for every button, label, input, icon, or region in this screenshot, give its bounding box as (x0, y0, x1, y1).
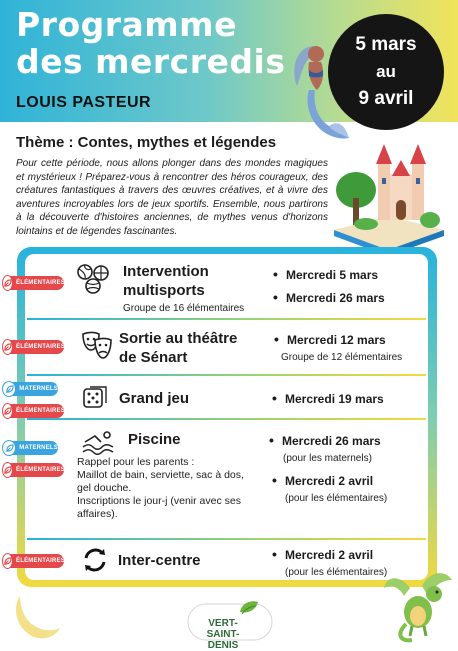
date-item: • Mercredi 5 mars (286, 268, 378, 283)
logo-line: VERT- (208, 618, 238, 629)
activity-title-line: Sortie au théâtre (119, 330, 238, 347)
date-item: • Mercredi 26 mars (286, 291, 385, 306)
activities-frame (17, 247, 437, 587)
tag-elementaires (4, 554, 64, 568)
tag-label: ÉLÉMENTAIRES (16, 558, 65, 564)
tag-label: ÉLÉMENTAIRES (16, 408, 65, 414)
title-line-2: des mercredis (16, 42, 286, 81)
activity-multisports (25, 254, 428, 320)
date-item: • Mercredi 2 avril (285, 474, 373, 489)
tag-maternels (4, 382, 58, 396)
activity-title (119, 329, 237, 367)
tag-elementaires (4, 463, 64, 477)
logo-text (192, 618, 254, 651)
swimmer-icon (81, 430, 115, 454)
tag-maternels (4, 441, 58, 455)
tag-elementaires (4, 404, 64, 418)
sync-arrows-icon (82, 547, 108, 573)
group-note: Groupe de 12 élémentaires (281, 352, 403, 363)
activity-grand-jeu (25, 376, 428, 418)
tag-label: ÉLÉMENTAIRES (16, 344, 65, 350)
title-line-1: Programme (16, 5, 237, 44)
sports-balls-icon (76, 263, 110, 295)
parents-reminder (77, 456, 244, 521)
date-range-badge (328, 14, 444, 130)
school-name: LOUIS PASTEUR (16, 94, 152, 111)
storybook-castle-icon (326, 138, 450, 258)
theme-intro: Pour cette période, nous allons plonger dans des mondes magiques et mystérieux ! Préparez-vous à rencontrer des héros courageux, des créatures fantastiques à travers des œuvres créatives, et à vivre des aventures incroyables lors de jeux sportifs. Ensemble, nous partirons à la découverte d'histoires anciennes, de mythes venus d'horizons lointains et de légendes fascinantes. (16, 158, 328, 237)
date-note: (pour les élémentaires) (285, 493, 388, 504)
tag-label: MATERNELS (19, 386, 58, 392)
activity-title-line: de Sénart (119, 349, 188, 366)
logo-line: SAINT-DENIS (206, 629, 240, 651)
tag-elementaires (4, 340, 64, 354)
leaf-icon (2, 553, 13, 569)
activity-title-line: Intervention (123, 263, 209, 280)
date-item: • Mercredi 2 avril (285, 548, 373, 563)
reminder-line: affaires). (77, 508, 118, 520)
activity-inter-centre (25, 540, 428, 580)
tag-label: MATERNELS (19, 445, 58, 451)
reminder-line: gel douche. (77, 482, 132, 494)
activity-title-line: multisports (123, 282, 205, 299)
theme-title: Thème : Contes, mythes et légendes (16, 134, 277, 151)
activity-title: Inter-centre (118, 552, 201, 569)
date-connector: au (376, 62, 396, 81)
moon-icon (10, 590, 62, 642)
tag-label: ÉLÉMENTAIRES (16, 467, 65, 473)
date-note: (pour les maternels) (283, 453, 372, 464)
activity-title: Piscine (128, 431, 181, 448)
leaf-icon (2, 381, 16, 397)
date-from: 5 mars (355, 34, 417, 55)
date-item: • Mercredi 19 mars (285, 392, 384, 407)
page-title (16, 6, 285, 80)
activity-theatre (25, 320, 428, 375)
activity-piscine (25, 420, 428, 538)
theatre-masks-icon (81, 330, 113, 360)
activities-panel (25, 254, 428, 580)
activity-title (123, 262, 209, 300)
dragon-illustration-icon (382, 568, 456, 644)
date-item: • Mercredi 12 mars (287, 333, 386, 348)
leaf-icon (2, 440, 16, 456)
leaf-icon (2, 462, 13, 478)
group-note: Groupe de 16 élémentaires (123, 303, 245, 314)
date-item: • Mercredi 26 mars (282, 434, 381, 449)
leaf-icon (2, 275, 13, 291)
date-note: (pour les élémentaires) (285, 567, 388, 578)
tag-label: ÉLÉMENTAIRES (16, 280, 65, 286)
date-to: 9 avril (358, 88, 414, 109)
reminder-line: Inscriptions le jour-j (venir avec ses (77, 495, 241, 507)
reminder-line: Rappel pour les parents : (77, 456, 195, 468)
tag-elementaires (4, 276, 64, 290)
dice-icon (81, 384, 109, 412)
activity-title: Grand jeu (119, 390, 190, 407)
leaf-icon (2, 403, 13, 419)
reminder-line: Maillot de bain, serviette, sac à dos, (77, 469, 244, 481)
leaf-icon (2, 339, 13, 355)
